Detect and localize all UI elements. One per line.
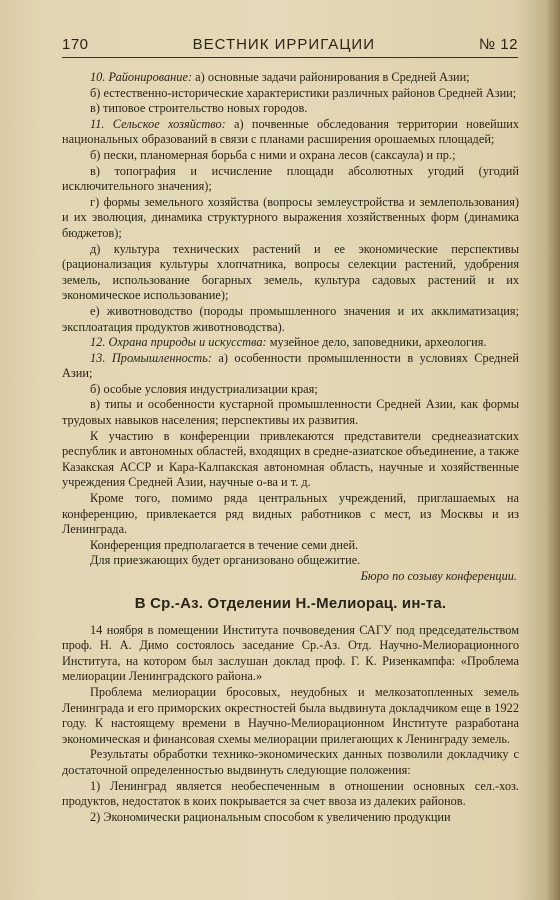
paragraph: б) пески, планомерная борьба с ними и охрана лесов (саксаула) и пр.; [90,147,456,162]
paragraph: б) особые условия индустриализации края; [90,381,318,396]
header-rule [62,57,518,58]
paragraph: Для приезжающих будет организовано общежитие. [90,553,361,568]
paragraph: г) формы земельного хозяйства (вопросы землеустройства и землепользования) и их эволюция, динамика структурного выражения хозяйственных форм (динамика бюджетов); [62,194,519,240]
paragraph [62,335,519,351]
item-text: а) основные задачи районирования в Средней Азии; [192,70,470,84]
signature: Бюро по созыву конференции. [360,569,517,583]
paragraph: 14 ноября в помещении Института почвоведения САГУ под председательством проф. Н. А. Димо состоялось заседание Ср.-Аз. Отд. Научно-Мелиорационного Института, на котором был заслушан доклад проф. Г. К. Ризенкампфа: «Проблема мелиорации Ленинградского района.» [62,622,519,684]
page-number: 170 [62,36,89,53]
paragraph: в) топография и исчисление площади абсолютных угодий (угодий исключительного значения); [62,163,519,194]
item-heading: 13. Промышленность: [90,350,212,365]
paragraph: д) культура технических растений и ее экономические перспективы (рационализация культуры хлопчатника, вопросы селекции растений, удобрения земель, использование богарных земель, культура садовых растений и их экономическое использование); [62,241,519,303]
paragraph: е) животноводство (породы промышленного значения и их акклиматизация; эксплоатация продуктов животноводства). [62,303,519,334]
paragraph: Результаты обработки технико-экономических данных позволили докладчику с достаточной определенностью выдвинуть следующие положения: [62,747,519,777]
paragraph: Конференция предполагается в течение семи дней. [90,537,359,552]
paragraph: 1) Ленинград является необеспеченным в отношении основных сел.-хоз. продуктов, недостаток в коих покрывается за счет ввоза из далеких районов. [62,778,519,809]
running-header [62,36,518,53]
journal-title: ВЕСТНИК ИРРИГАЦИИ [192,36,375,53]
item-heading: 10. Районирование: [90,70,193,84]
paragraph: в) типы и особенности кустарной промышленности Средней Азии, как формы трудовых навыков населения; перспективы их развития. [62,397,519,428]
section-heading: В Ср.-Аз. Отделении Н.-Мелиорац. ин-та. [134,594,447,612]
item-heading: 11. Сельское хозяйство: [90,116,226,131]
paragraph [62,117,519,148]
paragraph [62,351,519,382]
article-body [62,70,519,825]
item-text: а) особенности промышленности в условиях Средней Азии; [62,350,520,381]
item-text: а) почвенные обследования территории новейших национальных образований в связи с планами расширения орошаемых площадей; [62,116,519,147]
paragraph [62,70,519,86]
page-binding-shadow [546,0,560,900]
item-text: музейное дело, заповедники, археология. [266,335,487,350]
issue-number: № 12 [479,36,518,53]
item-heading: 12. Охрана природы и искусства: [90,335,267,350]
paragraph: б) естественно-исторические характеристики различных районов Средней Азии; [90,85,517,100]
paragraph: в) типовое строительство новых городов. [90,101,308,116]
paragraph: Проблема мелиорации бросовых, неудобных и мелкозатопленных земель Ленинграда и его приморских окрестностей была выдвинута докладчиком еще в 1922 году. К настоящему времени в Научно-Мелиорационном Институте разработана экономическая и финансовая схемы мелиорации прилегающих к Ленинграду земель. [62,684,519,746]
paragraph: 2) Экономически рациональным способом к увеличению продукции [90,809,451,824]
paragraph: Кроме того, помимо ряда центральных учреждений, приглашаемых на конференцию, привлекается ряд видных работников с мест, из Москвы и из Ленинграда. [62,491,519,537]
paragraph: К участию в конференции привлекаются представители среднеазиатских республик и автономных областей, входящих в средне-азиатское объединение, а также Казакская АССР и Кара-Калпакская автономная область, научные и хозяйственные учреждения Средней Азии, научные о-ва и т. д. [62,428,519,490]
